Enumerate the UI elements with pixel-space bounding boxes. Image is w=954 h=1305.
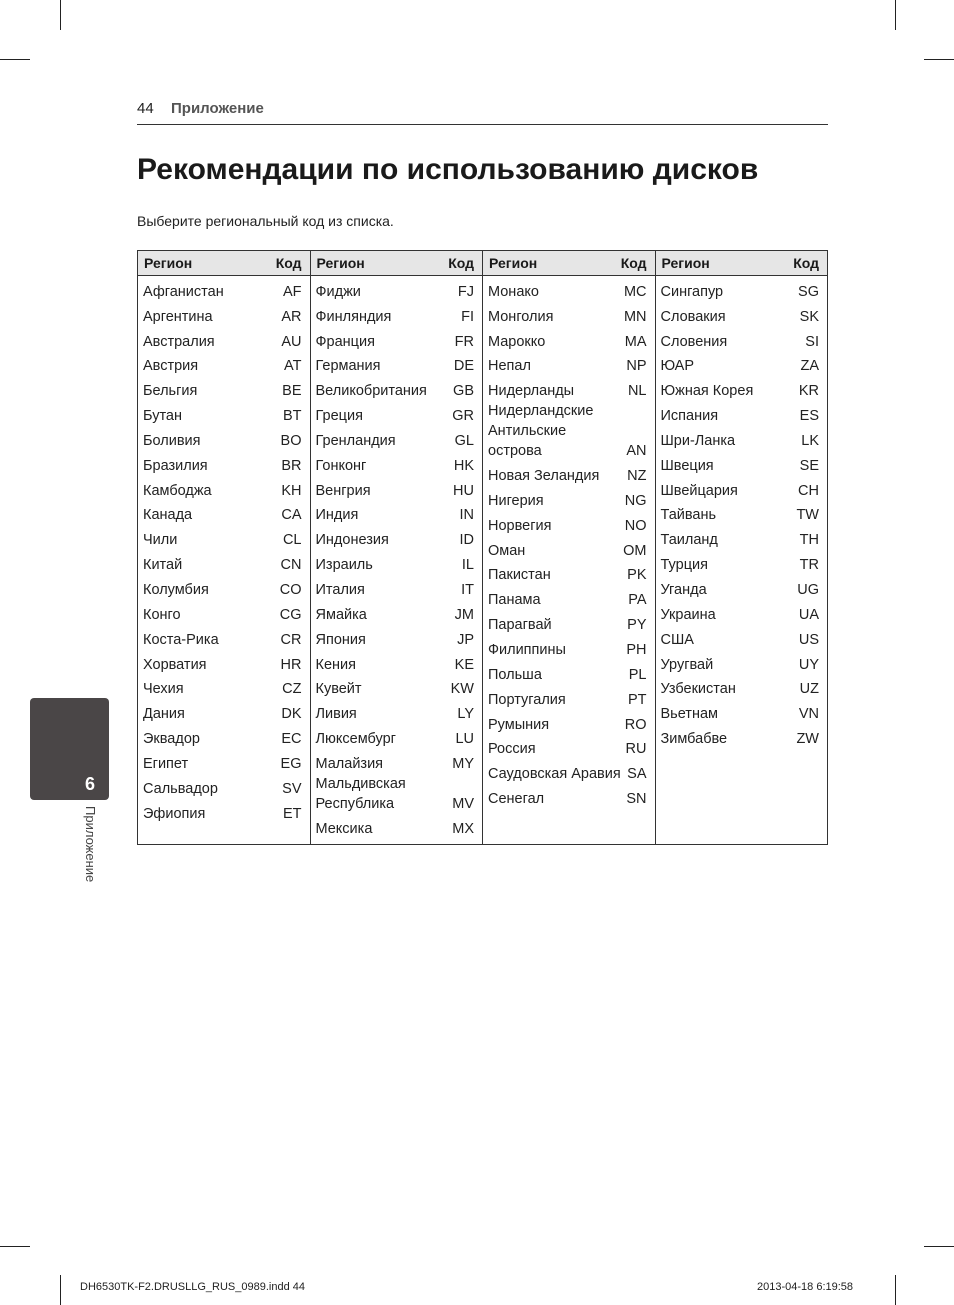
region-name: Эквадор — [143, 731, 200, 748]
table-row — [656, 426, 828, 451]
region-code: NZ — [627, 468, 647, 485]
table-row — [138, 625, 310, 650]
region-code: NP — [626, 358, 647, 375]
region-code: PH — [626, 641, 647, 658]
table-row — [483, 327, 655, 352]
table-row — [138, 277, 310, 302]
region-name: Сальвадор — [143, 780, 218, 797]
region-name: Швеция — [660, 457, 714, 474]
region-code: PT — [627, 691, 647, 708]
region-code: HU — [453, 482, 474, 499]
table-row — [138, 749, 310, 774]
region-code: IL — [461, 557, 474, 574]
region-name: Нидерланды — [488, 383, 575, 400]
table-row — [483, 635, 655, 660]
region-code: ZW — [796, 731, 819, 748]
region-code: NO — [624, 517, 647, 534]
region-name: Франция — [315, 333, 375, 350]
table-header — [311, 251, 483, 276]
region-name: Мексика — [315, 820, 373, 837]
region-code: TH — [799, 532, 819, 549]
table-row — [138, 774, 310, 799]
page-title: Рекомендации по использованию дисков — [137, 153, 759, 186]
region-code: DE — [453, 358, 474, 375]
region-name: Бутан — [143, 408, 182, 425]
table-row — [656, 352, 828, 377]
table-row — [138, 799, 310, 824]
section-name: Приложение — [171, 100, 264, 117]
region-code: EG — [280, 755, 302, 772]
region-code: PY — [627, 617, 647, 634]
table-row — [138, 426, 310, 451]
region-name: Монголия — [488, 308, 554, 325]
region-code: FR — [454, 333, 474, 350]
region-name: Тайвань — [660, 507, 717, 524]
region-code: EC — [281, 731, 302, 748]
region-name: Швейцария — [660, 482, 738, 499]
region-code: CO — [279, 581, 302, 598]
region-name: Ямайка — [315, 606, 367, 623]
table-row — [311, 625, 483, 650]
table-row — [138, 327, 310, 352]
region-code: RO — [624, 716, 647, 733]
table-row — [656, 501, 828, 526]
table-header — [138, 251, 310, 276]
code-header: Код — [448, 255, 474, 271]
region-name: Сингапур — [660, 283, 724, 300]
region-code: GR — [452, 408, 474, 425]
region-code: GB — [453, 383, 474, 400]
region-name: Марокко — [488, 333, 546, 350]
region-code: ET — [282, 805, 302, 822]
region-code: HK — [453, 457, 474, 474]
table-row — [656, 476, 828, 501]
region-code: SI — [805, 333, 819, 350]
table-row — [483, 461, 655, 486]
region-name: Бразилия — [143, 457, 208, 474]
region-code: MC — [623, 283, 647, 300]
table-row — [483, 486, 655, 511]
region-header: Регион — [489, 255, 538, 271]
region-name: Ливия — [315, 706, 357, 723]
region-name: Кувейт — [315, 681, 362, 698]
region-code: TR — [799, 557, 819, 574]
region-code: UA — [798, 606, 819, 623]
table-row — [311, 277, 483, 302]
region-code: PK — [627, 567, 647, 584]
region-code: BO — [280, 432, 302, 449]
region-code: KR — [798, 383, 819, 400]
table-row — [656, 675, 828, 700]
table-row — [138, 501, 310, 526]
table-row — [138, 451, 310, 476]
table-row — [138, 401, 310, 426]
region-code: KH — [281, 482, 302, 499]
region-code: BT — [282, 408, 302, 425]
chapter-number: 6 — [84, 774, 95, 794]
region-name: ЮАР — [660, 358, 695, 375]
region-code: BE — [282, 383, 302, 400]
table-row — [483, 585, 655, 610]
table-row — [311, 525, 483, 550]
table-row — [656, 525, 828, 550]
region-name: Бельгия — [143, 383, 198, 400]
table-column — [656, 251, 828, 844]
region-code: US — [798, 631, 819, 648]
region-code: PA — [628, 592, 647, 609]
table-row — [483, 511, 655, 536]
region-name: Эфиопия — [143, 805, 206, 822]
table-row — [483, 352, 655, 377]
footer-file-name: DH6530TK-F2.DRUSLLG_RUS_0989.indd 44 — [80, 1281, 306, 1293]
region-name: Хорватия — [143, 656, 207, 673]
table-row — [311, 550, 483, 575]
region-code: CR — [280, 631, 302, 648]
region-name: Фиджи — [315, 283, 361, 300]
region-name: Австралия — [143, 333, 215, 350]
region-name: Мальдивская Республика — [315, 775, 406, 812]
region-code: CL — [282, 532, 302, 549]
table-row — [311, 476, 483, 501]
region-name: Венгрия — [315, 482, 371, 499]
region-code: OM — [623, 542, 647, 559]
region-code: AR — [281, 308, 302, 325]
table-row — [138, 699, 310, 724]
table-row — [656, 327, 828, 352]
region-name: Аргентина — [143, 308, 213, 325]
region-code: CH — [798, 482, 819, 499]
table-header — [656, 251, 828, 276]
table-row — [311, 699, 483, 724]
table-row — [483, 610, 655, 635]
table-row — [311, 327, 483, 352]
region-code: CG — [279, 606, 302, 623]
region-code: LU — [455, 731, 474, 748]
table-row — [311, 401, 483, 426]
table-row — [656, 699, 828, 724]
crop-mark — [0, 59, 30, 60]
table-column — [138, 251, 311, 844]
region-code-table — [137, 250, 828, 845]
table-row — [311, 352, 483, 377]
region-name: Чехия — [143, 681, 184, 698]
crop-mark — [60, 0, 61, 30]
region-name: Нигерия — [488, 492, 544, 509]
region-name: Уганда — [660, 581, 707, 598]
table-row — [483, 759, 655, 784]
region-name: Чили — [143, 532, 178, 549]
region-code: ZA — [800, 358, 819, 375]
region-name: США — [660, 631, 694, 648]
region-code: DK — [281, 706, 302, 723]
crop-mark — [0, 1246, 30, 1247]
intro-text: Выберите региональный код из списка. — [137, 213, 394, 229]
region-name: Конго — [143, 606, 181, 623]
region-name: Румыния — [488, 716, 550, 733]
table-row — [138, 550, 310, 575]
region-code: CN — [280, 557, 302, 574]
region-name: Израиль — [315, 557, 373, 574]
table-row — [311, 675, 483, 700]
table-row — [138, 650, 310, 675]
table-row — [311, 376, 483, 401]
region-name: Дания — [143, 706, 185, 723]
region-name: Египет — [143, 755, 189, 772]
region-code: FI — [461, 308, 474, 325]
table-row — [138, 376, 310, 401]
region-name: Новая Зеландия — [488, 468, 600, 485]
region-code: MN — [623, 308, 647, 325]
region-code: AN — [626, 443, 647, 460]
region-name: Великобритания — [315, 383, 427, 400]
region-code: AU — [281, 333, 302, 350]
table-row — [138, 724, 310, 749]
table-row — [656, 376, 828, 401]
region-header: Регион — [316, 255, 365, 271]
code-header: Код — [793, 255, 819, 271]
region-name: Коста-Рика — [143, 631, 219, 648]
region-name: Уругвай — [660, 656, 714, 673]
region-code: VN — [798, 706, 819, 723]
table-row — [656, 550, 828, 575]
region-name: Колумбия — [143, 581, 209, 598]
table-row — [138, 302, 310, 327]
table-row — [656, 451, 828, 476]
region-name: Финляндия — [315, 308, 392, 325]
table-row — [483, 561, 655, 586]
region-name: Саудовская Аравия — [488, 766, 621, 783]
chapter-label: Приложение — [83, 806, 98, 883]
region-code: NG — [624, 492, 647, 509]
table-column — [483, 251, 656, 844]
region-name: Испания — [660, 408, 719, 425]
table-row — [138, 476, 310, 501]
region-code: KE — [454, 656, 474, 673]
table-row — [311, 302, 483, 327]
region-name: Нидерландские Антильские острова — [488, 403, 594, 460]
region-code: TW — [796, 507, 819, 524]
region-code: MX — [452, 820, 474, 837]
region-name: Непал — [488, 358, 531, 375]
crop-mark — [895, 0, 896, 30]
region-name: Китай — [143, 557, 183, 574]
table-row — [656, 625, 828, 650]
table-row — [311, 724, 483, 749]
crop-mark — [924, 1246, 954, 1247]
region-name: Оман — [488, 542, 526, 559]
crop-mark — [924, 59, 954, 60]
code-header: Код — [620, 255, 647, 271]
region-name: Люксембург — [315, 731, 396, 748]
table-row — [311, 501, 483, 526]
region-name: Шри-Ланка — [660, 432, 736, 449]
code-header: Код — [275, 255, 302, 271]
region-name: Польша — [488, 666, 542, 683]
table-row — [656, 401, 828, 426]
region-name: Гонконг — [315, 457, 367, 474]
table-header — [483, 251, 655, 276]
region-code: ID — [459, 532, 474, 549]
region-code: CZ — [282, 681, 302, 698]
region-name: Россия — [488, 741, 536, 758]
region-name: Сенегал — [488, 791, 545, 808]
region-code: JM — [454, 606, 474, 623]
chapter-tab — [30, 698, 109, 800]
region-name: Вьетнам — [660, 706, 718, 723]
region-name: Индонезия — [315, 532, 389, 549]
region-name: Таиланд — [660, 532, 718, 549]
region-code: JP — [457, 631, 474, 648]
table-row — [483, 302, 655, 327]
table-row — [311, 650, 483, 675]
table-row — [656, 302, 828, 327]
region-code: KW — [450, 681, 474, 698]
region-header: Регион — [661, 255, 710, 271]
region-name: Канада — [143, 507, 193, 524]
region-code: IN — [459, 507, 474, 524]
region-name: Парагвай — [488, 617, 552, 634]
table-row — [138, 352, 310, 377]
table-row — [483, 536, 655, 561]
region-code: AT — [284, 358, 302, 375]
region-code: FJ — [457, 283, 474, 300]
region-name: Пакистан — [488, 567, 551, 584]
region-name: Греция — [315, 408, 363, 425]
region-code: SV — [282, 780, 302, 797]
region-name: Норвегия — [488, 517, 552, 534]
region-name: Филиппины — [488, 641, 566, 658]
table-row — [138, 525, 310, 550]
region-name: Кения — [315, 656, 356, 673]
table-row — [311, 426, 483, 451]
region-code: PL — [628, 666, 647, 683]
page-header — [137, 100, 828, 125]
region-name: Южная Корея — [660, 383, 754, 400]
table-row — [311, 575, 483, 600]
region-name: Япония — [315, 631, 366, 648]
table-row — [311, 749, 483, 774]
table-row — [656, 277, 828, 302]
region-code: SE — [799, 457, 819, 474]
region-name: Турция — [660, 557, 708, 574]
table-row — [483, 685, 655, 710]
region-code: UY — [798, 656, 819, 673]
table-row — [483, 710, 655, 735]
table-row — [311, 600, 483, 625]
table-row — [311, 774, 483, 814]
region-code: SA — [627, 766, 647, 783]
region-code: NL — [627, 383, 647, 400]
region-header: Регион — [144, 255, 193, 271]
region-name: Индия — [315, 507, 359, 524]
region-code: IT — [461, 581, 474, 598]
region-name: Малайзия — [315, 755, 384, 772]
region-code: SN — [626, 791, 647, 808]
region-code: GL — [454, 432, 474, 449]
table-row — [483, 784, 655, 809]
table-row — [656, 600, 828, 625]
region-name: Панама — [488, 592, 541, 609]
region-name: Австрия — [143, 358, 199, 375]
region-name: Италия — [315, 581, 365, 598]
table-row — [483, 277, 655, 302]
region-name: Афганистан — [143, 283, 224, 300]
table-row — [311, 814, 483, 839]
table-row — [483, 660, 655, 685]
region-code: CA — [281, 507, 302, 524]
region-name: Узбекистан — [660, 681, 736, 698]
table-row — [483, 735, 655, 760]
region-code: BR — [281, 457, 302, 474]
crop-mark — [60, 1275, 61, 1305]
table-row — [656, 650, 828, 675]
region-code: MV — [452, 795, 474, 812]
region-name: Словакия — [660, 308, 726, 325]
region-name: Зимбабве — [660, 731, 728, 748]
footer-datetime: 2013-04-18 6:19:58 — [757, 1281, 854, 1293]
region-name: Гренландия — [315, 432, 396, 449]
region-code: RU — [625, 741, 647, 758]
table-row — [483, 376, 655, 401]
region-name: Португалия — [488, 691, 566, 708]
region-code: MY — [452, 755, 474, 772]
region-name: Монако — [488, 283, 539, 300]
table-row — [138, 575, 310, 600]
region-code: UZ — [799, 681, 819, 698]
region-code: SG — [798, 283, 819, 300]
region-code: LY — [457, 706, 474, 723]
crop-mark — [895, 1275, 896, 1305]
region-code: SK — [799, 308, 819, 325]
region-name: Словения — [660, 333, 728, 350]
region-name: Боливия — [143, 432, 201, 449]
region-name: Камбоджа — [143, 482, 212, 499]
page-number: 44 — [137, 100, 154, 117]
region-name: Германия — [315, 358, 381, 375]
table-row — [656, 575, 828, 600]
region-code: MA — [624, 333, 647, 350]
table-row — [311, 451, 483, 476]
table-row — [138, 675, 310, 700]
region-code: ES — [799, 408, 819, 425]
table-row — [656, 724, 828, 749]
region-code: HR — [280, 656, 302, 673]
region-code: LK — [801, 432, 819, 449]
region-name: Украина — [660, 606, 716, 623]
table-column — [311, 251, 484, 844]
region-code: UG — [797, 581, 819, 598]
table-row — [138, 600, 310, 625]
table-row — [483, 401, 655, 461]
region-code: AF — [282, 283, 302, 300]
